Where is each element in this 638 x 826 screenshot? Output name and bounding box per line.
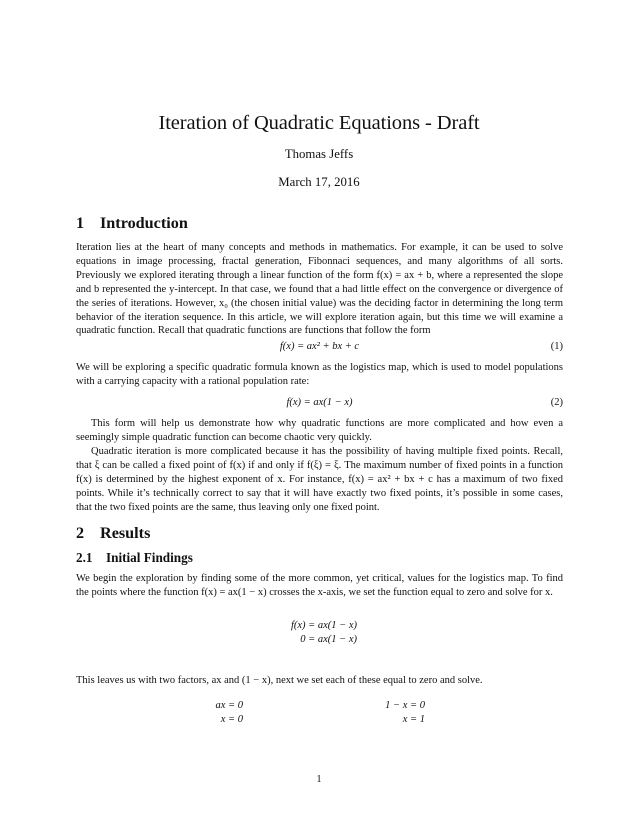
equation-body: f(x) = ax(1 − x) (286, 397, 353, 408)
intro-paragraph-3: This form will help us demonstrate how why quadratic functions are more complicated and how even a seemingly simple quadratic function can become chaotic very quickly. (76, 418, 563, 443)
results-paragraph-1: We begin the exploration by finding some of the more common, yet critical, values for the logistics map. To find the points where the function f(x) = ax(1 − x) crosses the x-axis, we set the function equal to zero and solve for x. (76, 573, 563, 598)
aligned-equation-line-1: f(x) = ax(1 − x) (290, 620, 357, 631)
document-title: Iteration of Quadratic Equations - Draft (158, 112, 480, 134)
document-author: Thomas Jeffs (284, 147, 354, 161)
section-number: 1 (76, 214, 85, 232)
left-equation-line-2: x = 0 (220, 714, 243, 725)
page-number: 1 (316, 774, 322, 785)
equation-body: f(x) = ax² + bx + c (279, 341, 360, 352)
section-number: 2 (76, 524, 85, 542)
section-heading-results (76, 524, 150, 543)
equation-number: (1) (550, 341, 563, 352)
intro-paragraph-4: Quadratic iteration is more complicated because it has the possibility of having multiple fixed points. Recall, that ξ can be called a fixed point of f(x) if and only if f(ξ) = ξ. The maximum number of fixed points in a function f(x) is determined by the highest exponent of x. For instance, f(x) = ax² + bx + c has a maximum of two fixed points. While it’s technically correct to say that it will have exactly two fixed points, it’s possible in some cases, that the two fixed points are the same, thus leaving only one fixed point. (76, 446, 563, 513)
results-paragraph-2: This leaves us with two factors, ax and (1 − x), next we set each of these equal to zero and solve. (76, 675, 483, 686)
right-equation-line-2: x = 1 (402, 714, 425, 725)
document-date: March 17, 2016 (278, 175, 360, 189)
aligned-equation-line-2: 0 = ax(1 − x) (300, 634, 357, 645)
right-equation-line-1: 1 − x = 0 (385, 700, 425, 711)
equation-1 (76, 341, 563, 355)
section-heading-introduction (76, 214, 188, 233)
subsection-heading-initial-findings (76, 550, 193, 566)
intro-paragraph-2: We will be exploring a specific quadratic formula known as the logistics map, which is used to model populations with a carrying capacity with a rational population rate: (76, 362, 563, 387)
left-equation-line-1: ax = 0 (215, 700, 243, 711)
intro-paragraph-1: Iteration lies at the heart of many concepts and methods in mathematics. For example, it can be used to solve equations in image processing, fractal generation, Fibonnaci sequences, and many algorithms of all sorts. Previously we explored iterating through a linear function of the form f(x) = ax + b, where a represented the slope and b represented the y-intercept. In that case, we found that a had little effect on the convergence or divergence of the series of iterations. However, x₀ (the chosen initial value) was the deciding factor in determining the long term behavior of the iteration sequence. In this article, we will explore iteration again, but this time we will examine a quadratic function. Recall that quadratic functions are functions that follow the form (76, 242, 563, 337)
section-title: Introduction (100, 214, 188, 232)
subsection-title: Initial Findings (106, 550, 193, 565)
equation-number: (2) (550, 397, 563, 408)
equation-2 (76, 397, 563, 411)
section-title: Results (100, 524, 151, 542)
subsection-number: 2.1 (76, 550, 93, 565)
